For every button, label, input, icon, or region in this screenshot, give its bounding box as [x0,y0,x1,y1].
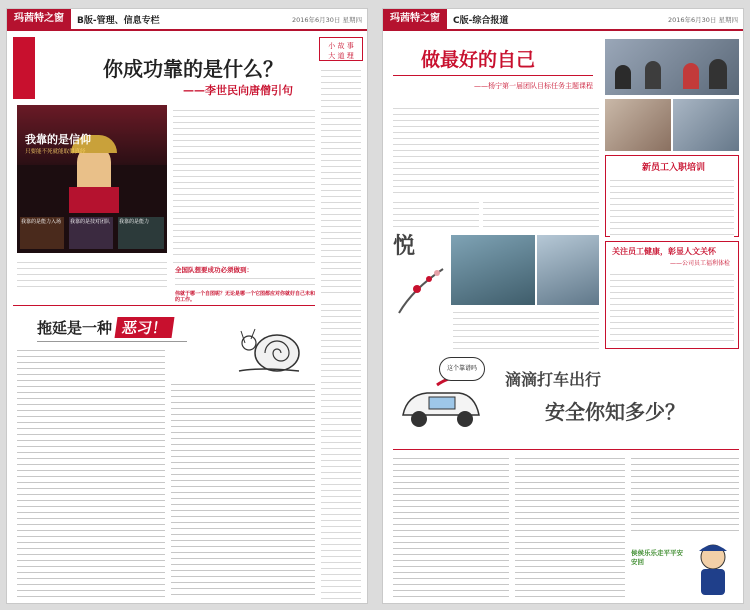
news1-text [610,177,734,237]
thumb-3: 我靠的是能力 [118,217,164,249]
training-photo-3 [673,99,739,151]
right-article2-title-line1: 滴滴打车出行 [505,370,602,389]
right-article2-text-c [631,455,739,535]
sidebar-label-line1: 小 故 事 [328,42,354,50]
left-date: 2016年6月30日 星期四 [291,15,362,24]
plum-blossom-icon [393,259,449,315]
article1-text-a [173,107,315,255]
article2-text-right [171,381,315,599]
news-box-new-staff [605,155,739,237]
news2-title: 关注员工健康，彰显人文关怀 [612,246,716,256]
article2-title: 拖延是一种 [37,318,113,337]
left-section-title: B版-管理、信息专栏 [77,15,160,26]
news2-subtitle: ——公司员工福利体检 [670,260,731,267]
photo-heading: 我靠的是信仰 [25,133,91,146]
thumb-1: 我靠的是能力入场 [20,217,64,249]
calligraphy-glyph: 悦 [393,233,416,259]
article2-heading [37,315,173,339]
news1-title: 新员工入职培训 [642,163,706,173]
right-article1-text-a [393,105,599,195]
right-page [382,8,744,604]
article1-text-b [17,259,167,291]
snail-cartoon [229,309,315,379]
journey-to-west-photo [17,105,167,253]
sidebar-label-line2: 大 道 理 [328,52,354,60]
right-article2-text-a [393,455,509,599]
safety-badge-text: 侯侯乐乐走平平安安回 [631,549,683,566]
thumb-2: 我靠的是技对团队 [69,217,113,249]
police-mascot-icon [687,539,739,599]
article1-kicker: 伟就于哪一个自图呢？无论是哪一个它图都应对你就好自己未和的工作。 [175,291,316,303]
event-photo-1 [451,235,535,305]
pull-quote-list [175,275,315,289]
right-article1-subtitle: ——杨宁第一届团队目标任务主题课程 [474,82,593,90]
right-brand: 玛茜特之窗 [383,8,447,30]
right-date: 2016年6月30日 星期四 [667,15,738,24]
sidebar-label [319,37,363,61]
snail-icon [229,309,315,379]
article2-title-highlight: 恶习！ [115,317,175,338]
training-photo-1 [605,39,739,95]
monk-robe [69,187,119,213]
left-brand: 玛茜特之窗 [7,8,71,30]
pull-quote: 全国队想要成功必须做到： [175,266,253,274]
article1-subtitle: ——李世民向唐僧引句 [183,84,293,97]
right-article2-text-b [515,455,625,599]
right-article1-text-c [483,199,599,229]
event-photo-2 [537,235,599,305]
right-article2-title-line2: 安全你知多少？ [545,400,685,424]
right-article1-heading [393,43,599,97]
article1-text-c [173,259,315,263]
sidebar-text-column-lower [321,301,361,601]
news2-text [610,271,734,343]
article1-title: 你成功靠的是什么？ [103,57,283,81]
calligraphy-block [393,233,449,321]
news-box-health-check [605,241,739,349]
right-article2-heading [495,367,735,437]
right-section-title: C版-综合报道 [453,15,509,26]
speech-bubble: 这个靠谱吗 [439,357,485,381]
article2-text-left [17,347,165,599]
right-article1-text-b [393,199,479,229]
event-text [453,309,599,349]
article1-heading [13,37,313,99]
article-divider [13,305,315,306]
left-page [6,8,368,604]
right-article1-title: 做最好的自己 [421,49,536,71]
training-photo-2 [605,99,671,151]
safety-badge [631,539,739,599]
right-page-header [383,9,743,31]
photo-caption: 只要能不死就能取得真经 [25,149,86,155]
sidebar-text-column [321,67,361,293]
taxi-cartoon [393,355,489,445]
left-page-header [7,9,367,31]
heading-red-bar [13,37,35,99]
